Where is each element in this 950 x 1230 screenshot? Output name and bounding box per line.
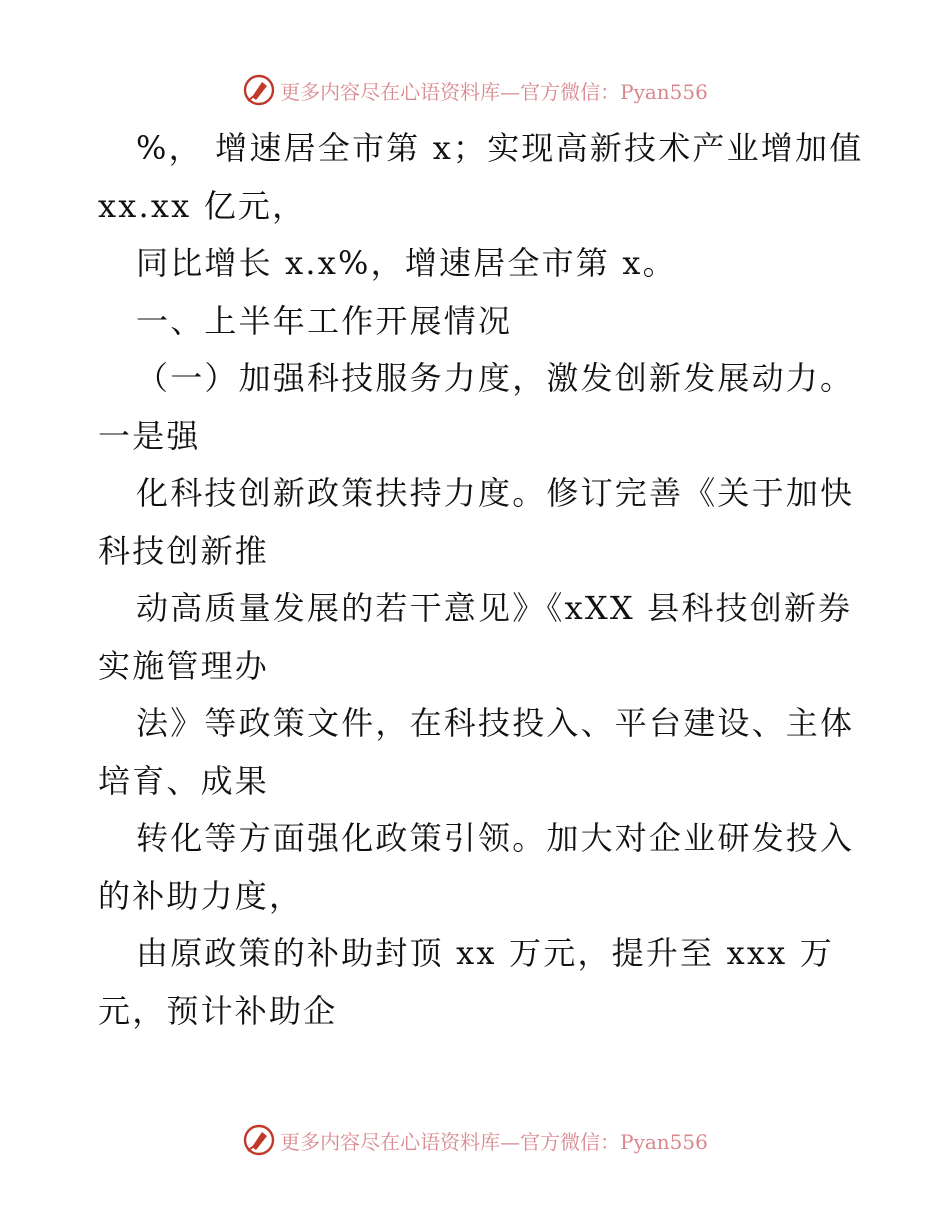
body-line: 实施管理办 xyxy=(98,646,270,685)
body-line: 由原政策的补助封顶 xx 万元，提升至 xxx 万 xyxy=(136,934,834,972)
body-line: 动高质量发展的若干意见》《xXX 县科技创新券 xyxy=(136,589,853,627)
header-banner-text: 更多内容尽在心语资料库—官方微信：Pyan556 xyxy=(280,79,708,104)
header-banner xyxy=(0,70,950,110)
section-heading: 一、上半年工作开展情况 xyxy=(136,301,513,340)
body-line: %， 增速居全市第 x；实现高新技术产业增加值 xyxy=(136,129,864,167)
document-body xyxy=(98,120,864,1040)
body-line: 科技创新推 xyxy=(98,531,270,570)
footer-banner xyxy=(0,1120,950,1160)
body-line: xx.xx 亿元， xyxy=(98,186,307,225)
body-line: 元，预计补助企 xyxy=(98,991,338,1030)
body-line: 同比增长 x.x%，增速居全市第 x。 xyxy=(136,244,677,282)
body-line: 一是强 xyxy=(98,416,201,455)
body-line: 转化等方面强化政策引领。加大对企业研发投入 xyxy=(136,819,855,857)
body-line: 培育、成果 xyxy=(98,761,270,800)
footer-banner-text: 更多内容尽在心语资料库—官方微信：Pyan556 xyxy=(280,1129,708,1154)
pen-nib-logo-icon xyxy=(242,1123,276,1157)
pen-nib-logo-icon xyxy=(242,73,276,107)
body-line: 的补助力度， xyxy=(98,876,304,915)
subsection-heading: （一）加强科技服务力度，激发创新发展动力。 xyxy=(136,359,855,397)
body-line: 化科技创新政策扶持力度。修订完善《关于加快 xyxy=(136,474,855,512)
body-line: 法》等政策文件，在科技投入、平台建设、主体 xyxy=(136,704,855,742)
